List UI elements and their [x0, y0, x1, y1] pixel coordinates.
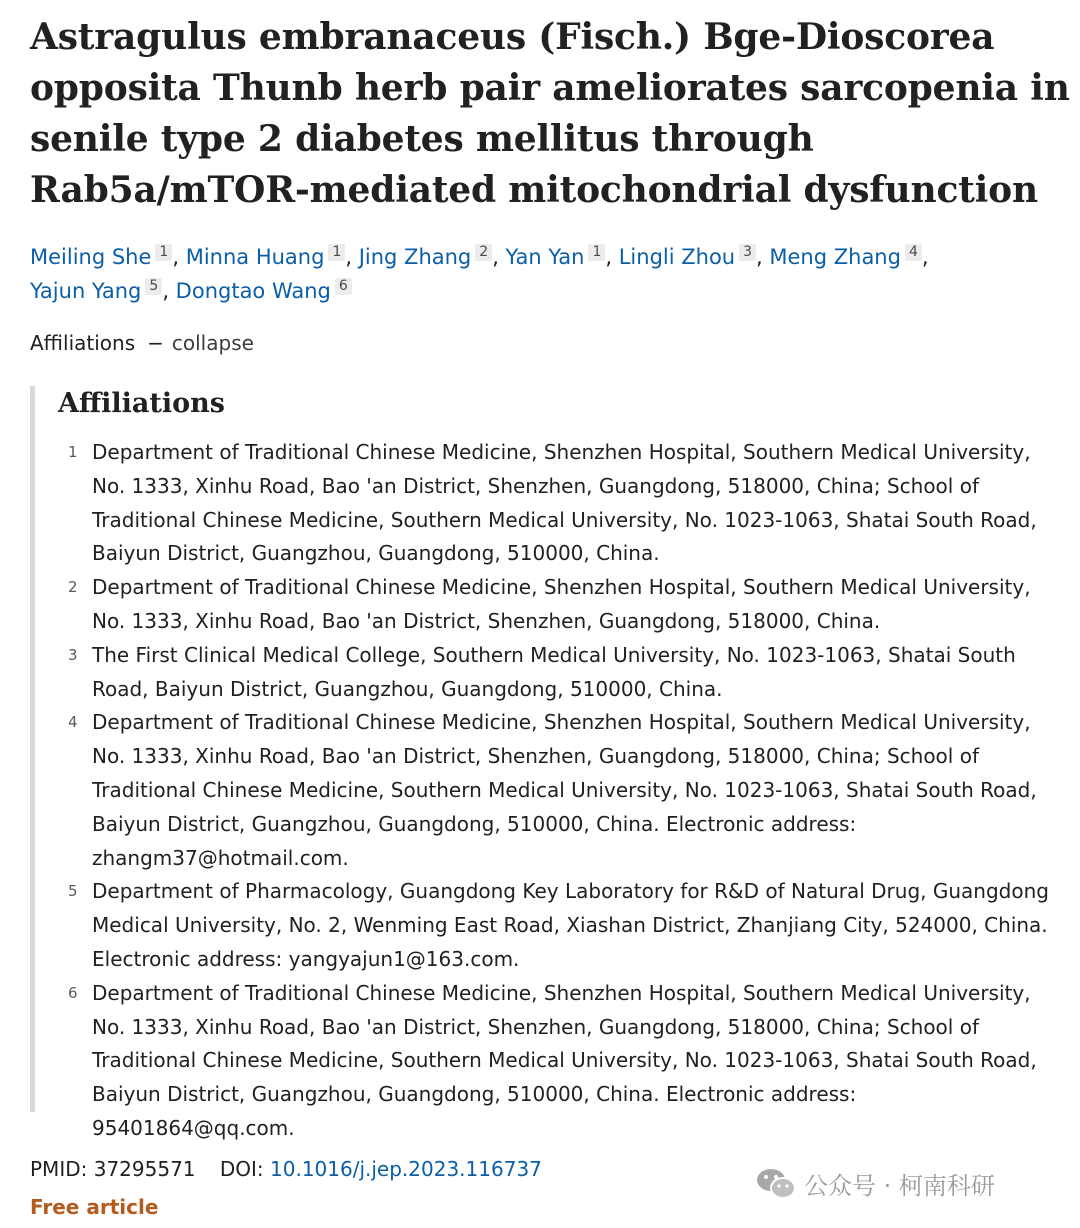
- author-link[interactable]: Lingli Zhou: [618, 245, 736, 269]
- affiliation-text: Department of Traditional Chinese Medicine, Shenzhen Hospital, Southern Medical University, No. 1333, Xinhu Road, Bao 'an District, Shenzhen, Guangdong, 518000, China.: [92, 575, 1031, 633]
- author-affiliation-number[interactable]: 4: [905, 244, 922, 261]
- author-list: [30, 240, 1060, 308]
- affiliations-list: [58, 436, 1060, 1146]
- affiliation-text: The First Clinical Medical College, Southern Medical University, No. 1023-1063, Shatai South Road, Baiyun District, Guangzhou, Guangdong, 510000, China.: [92, 642, 1016, 701]
- author-separator: ,: [345, 245, 359, 269]
- author-link[interactable]: Meng Zhang: [769, 245, 901, 269]
- affiliation-item: [58, 639, 1060, 707]
- author-link[interactable]: Meiling She: [30, 245, 152, 269]
- affiliation-number: 4: [68, 713, 78, 732]
- author-link[interactable]: Yan Yan: [505, 245, 585, 269]
- author-affiliation-number[interactable]: 3: [739, 244, 756, 261]
- author-separator: ,: [756, 245, 770, 269]
- affiliation-number: 5: [68, 882, 78, 901]
- wechat-icon: [756, 1167, 796, 1201]
- affiliation-number: 3: [68, 645, 78, 664]
- free-article-badge[interactable]: Free article: [30, 1195, 159, 1219]
- author-separator: ,: [162, 279, 176, 303]
- affiliation-number: 6: [68, 983, 78, 1002]
- affiliation-text: Department of Pharmacology, Guangdong Key Laboratory for R&D of Natural Drug, Guangdong Medical University, No. 2, Wenming East Road, Xiashan District, Zhanjiang City, 524000, China. Electronic address: yangyajun1@163.com.: [92, 879, 1049, 971]
- affiliation-item: [58, 875, 1060, 976]
- article-title: Astragulus embranaceus (Fisch.) Bge-Dioscorea opposita Thunb herb pair ameliorates sarcopenia in senile type 2 diabetes mellitus through Rab5a/mTOR-mediated mitochondrial dysfunction: [30, 16, 1070, 211]
- affiliations-heading: Affiliations: [58, 388, 225, 419]
- pmid-label: PMID:: [30, 1157, 88, 1181]
- author-affiliation-number[interactable]: 1: [155, 244, 172, 261]
- author-link[interactable]: Yajun Yang: [30, 279, 142, 303]
- author-affiliation-number[interactable]: 1: [328, 244, 345, 261]
- author-affiliation-number[interactable]: 5: [145, 278, 162, 295]
- affiliation-item: [58, 706, 1060, 875]
- affiliations-toggle-label: Affiliations: [30, 331, 136, 355]
- author-separator: ,: [172, 245, 186, 269]
- affiliation-item: [58, 977, 1060, 1146]
- collapse-link[interactable]: collapse: [171, 331, 254, 355]
- affiliation-item: [58, 571, 1060, 639]
- affiliation-text: Department of Traditional Chinese Medicine, Shenzhen Hospital, Southern Medical University, No. 1333, Xinhu Road, Bao 'an District, Shenzhen, Guangdong, 518000, China; School of Traditional Chinese Medicine, Southern Medical University, No. 1023-1063, Shatai South Road, Baiyun District, Guangzhou, Guangdong, 510000, China. Electronic address: 95401864@qq.com.: [92, 980, 1037, 1140]
- author-link[interactable]: Dongtao Wang: [175, 279, 331, 303]
- toggle-dash: −: [147, 331, 164, 355]
- affiliations-panel: [30, 386, 1060, 1140]
- affiliation-number: 1: [68, 443, 78, 461]
- affiliations-toggle[interactable]: [30, 327, 254, 359]
- affiliation-item: [58, 436, 1060, 571]
- author-separator: ,: [921, 245, 929, 269]
- pmid-value: 37295571: [93, 1157, 196, 1181]
- doi-link[interactable]: 10.1016/j.jep.2023.116737: [270, 1157, 542, 1181]
- watermark: [756, 1166, 995, 1201]
- affiliation-text: Department of Traditional Chinese Medicine, Shenzhen Hospital, Southern Medical University, No. 1333, Xinhu Road, Bao 'an District, Shenzhen, Guangdong, 518000, China; School of Traditional Chinese Medicine, Southern Medical University, No. 1023-1063, Shatai South Road, Baiyun District, Guangzhou, Guangdong, 510000, China.: [92, 440, 1037, 566]
- affiliation-text: Department of Traditional Chinese Medicine, Shenzhen Hospital, Southern Medical University, No. 1333, Xinhu Road, Bao 'an District, Shenzhen, Guangdong, 518000, China; School of Traditional Chinese Medicine, Southern Medical University, No. 1023-1063, Shatai South Road, Baiyun District, Guangzhou, Guangdong, 510000, China. Electronic address: zhangm37@hotmail.com.: [92, 710, 1037, 870]
- affiliation-number: 2: [68, 578, 78, 597]
- author-affiliation-number[interactable]: 2: [475, 244, 492, 261]
- article-identifiers: [30, 1153, 542, 1185]
- author-link[interactable]: Jing Zhang: [358, 245, 472, 269]
- author-affiliation-number[interactable]: 1: [588, 244, 605, 261]
- author-separator: ,: [492, 245, 506, 269]
- doi-label: DOI:: [219, 1157, 264, 1181]
- watermark-text: 公众号 · 柯南科研: [804, 1172, 995, 1200]
- author-affiliation-number[interactable]: 6: [335, 278, 352, 295]
- author-separator: ,: [605, 245, 619, 269]
- author-link[interactable]: Minna Huang: [185, 245, 325, 269]
